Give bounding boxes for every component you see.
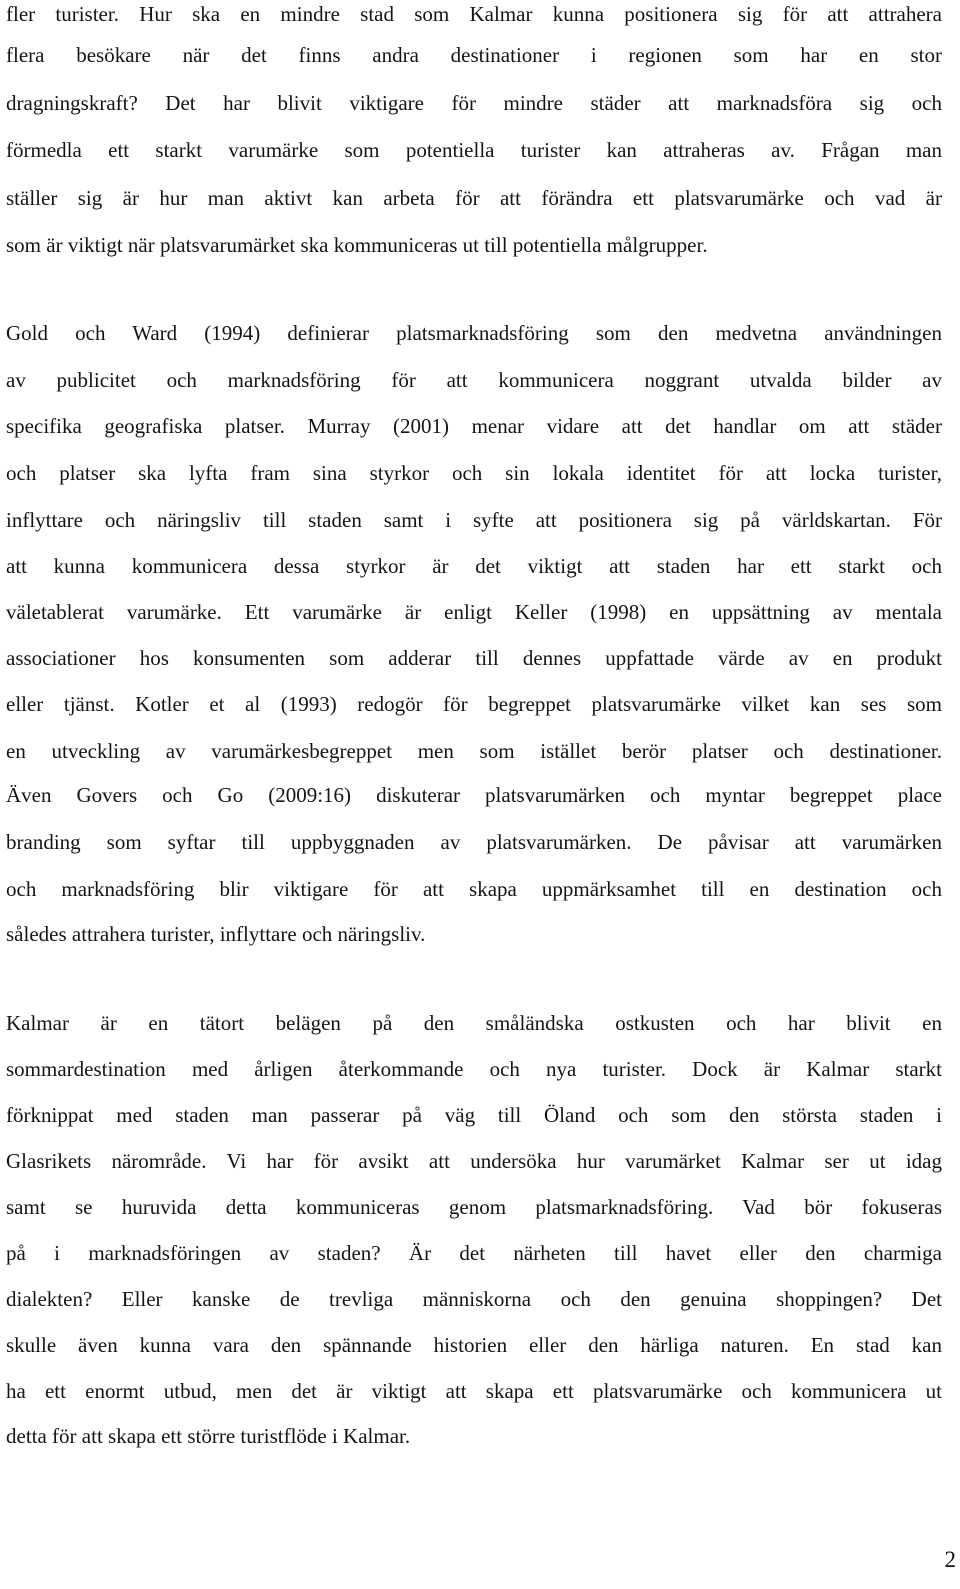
- text-line: Kalmar är en tätort belägen på den småländska ostkusten och har blivit en: [6, 1011, 942, 1035]
- text-line: Även Govers och Go (2009:16) diskuterar platsvarumärken och myntar begreppet place: [6, 783, 942, 807]
- text-line: en utveckling av varumärkesbegreppet men som istället berör platser och destinationer.: [6, 739, 942, 763]
- text-line: flera besökare när det finns andra destinationer i regionen som har en stor: [6, 43, 942, 67]
- text-line: på i marknadsföringen av staden? Är det närheten till havet eller den charmiga: [6, 1241, 942, 1265]
- text-line: specifika geografiska platser. Murray (2001) menar vidare att det handlar om att städer: [6, 414, 942, 438]
- text-line: således attrahera turister, inflyttare och näringsliv.: [6, 922, 426, 946]
- text-line: inflyttare och näringsliv till staden samt i syfte att positionera sig på världskartan. För: [6, 508, 942, 532]
- text-line: ställer sig är hur man aktivt kan arbeta för att förändra ett platsvarumärke och vad är: [6, 186, 942, 210]
- text-line: att kunna kommunicera dessa styrkor är det viktigt att staden har ett starkt och: [6, 554, 942, 578]
- text-line: associationer hos konsumenten som adderar till dennes uppfattade värde av en produkt: [6, 646, 942, 670]
- text-line: och marknadsföring blir viktigare för att skapa uppmärksamhet till en destination och: [6, 877, 942, 901]
- text-line: som är viktigt när platsvarumärket ska kommuniceras ut till potentiella målgrupper.: [6, 233, 708, 257]
- text-line: dialekten? Eller kanske de trevliga människorna och den genuina shoppingen? Det: [6, 1287, 942, 1311]
- text-line: Gold och Ward (1994) definierar platsmarknadsföring som den medvetna användningen: [6, 321, 942, 345]
- text-line: förmedla ett starkt varumärke som potentiella turister kan attraheras av. Frågan man: [6, 138, 942, 162]
- text-line: detta för att skapa ett större turistflöde i Kalmar.: [6, 1424, 411, 1448]
- text-line: sommardestination med årligen återkommande och nya turister. Dock är Kalmar starkt: [6, 1057, 942, 1081]
- text-line: väletablerat varumärke. Ett varumärke är enligt Keller (1998) en uppsättning av mentala: [6, 600, 942, 624]
- text-line: samt se huruvida detta kommuniceras genom platsmarknadsföring. Vad bör fokuseras: [6, 1195, 942, 1219]
- text-line: branding som syftar till uppbyggnaden av platsvarumärken. De påvisar att varumärken: [6, 830, 942, 854]
- text-line: skulle även kunna vara den spännande historien eller den härliga naturen. En stad kan: [6, 1333, 942, 1357]
- text-line: av publicitet och marknadsföring för att kommunicera noggrant utvalda bilder av: [6, 368, 942, 392]
- text-line: dragningskraft? Det har blivit viktigare för mindre städer att marknadsföra sig och: [6, 91, 942, 115]
- text-line: fler turister. Hur ska en mindre stad som Kalmar kunna positionera sig för att attrahera: [6, 2, 942, 26]
- text-line: och platser ska lyfta fram sina styrkor och sin lokala identitet för att locka turister,: [6, 461, 942, 485]
- text-line: Glasrikets närområde. Vi har för avsikt att undersöka hur varumärket Kalmar ser ut idag: [6, 1149, 942, 1173]
- text-line: förknippat med staden man passerar på väg till Öland och som den största staden i: [6, 1103, 942, 1127]
- text-line: eller tjänst. Kotler et al (1993) redogör för begreppet platsvarumärke vilket kan ses som: [6, 692, 942, 716]
- page-number: 2: [944, 1547, 956, 1572]
- text-line: ha ett enormt utbud, men det är viktigt att skapa ett platsvarumärke och kommunicera ut: [6, 1379, 942, 1403]
